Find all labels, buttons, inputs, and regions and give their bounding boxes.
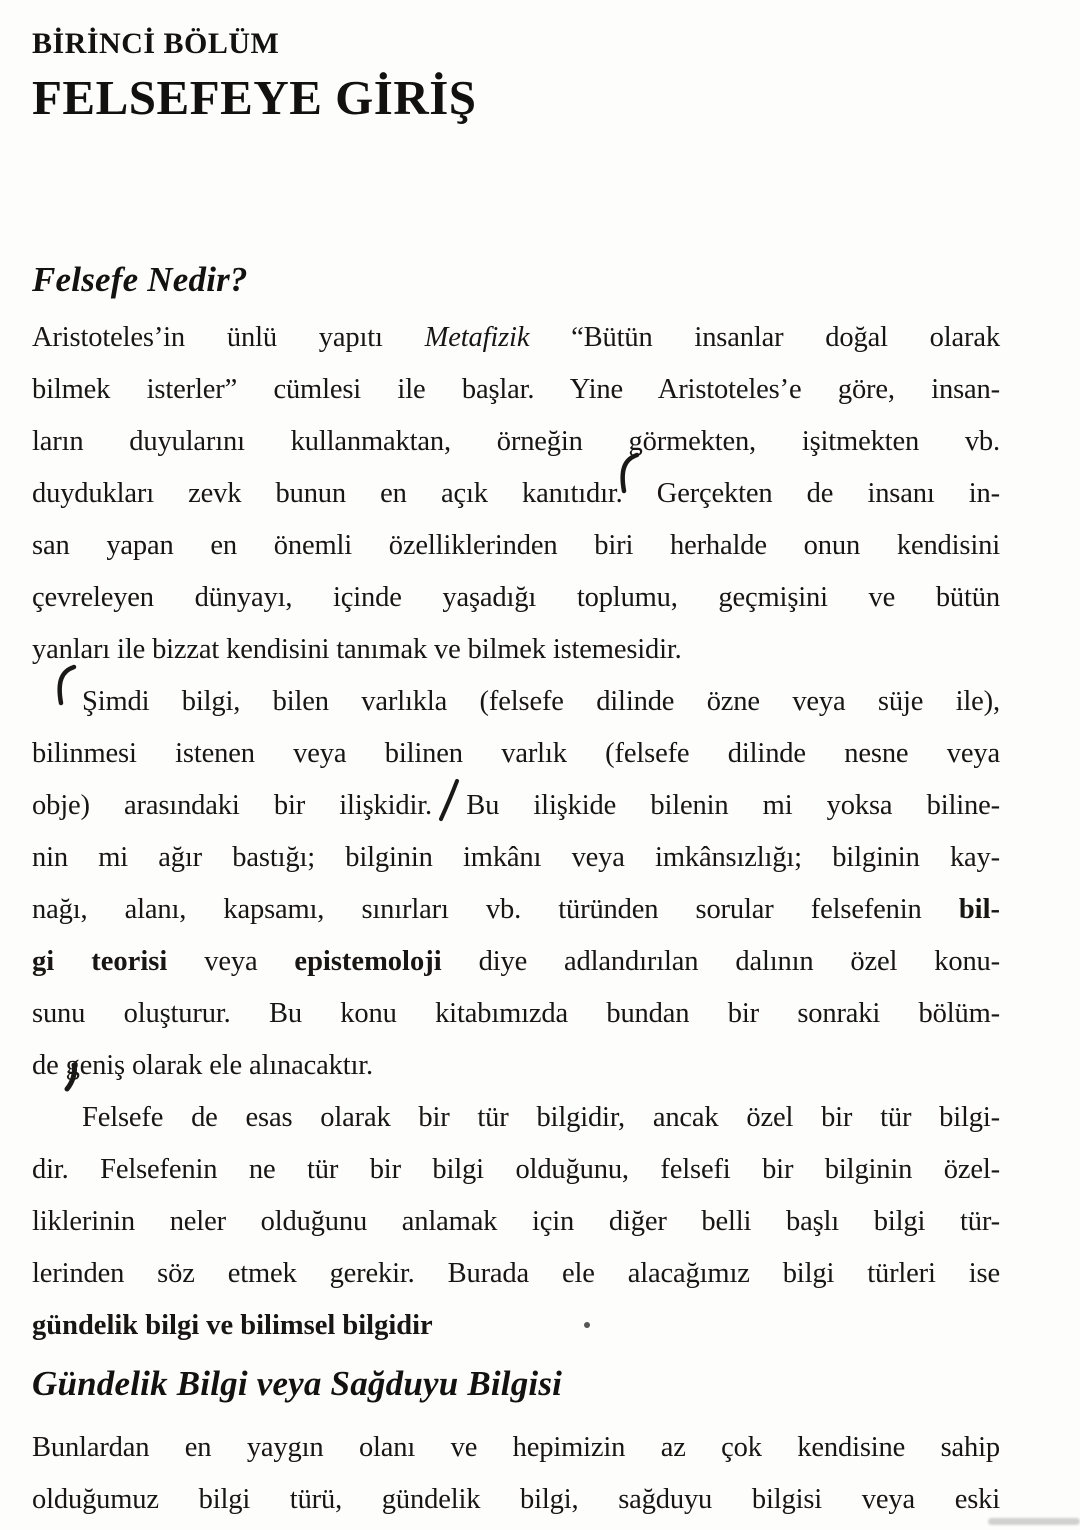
text-segment: duydukları zevk bunun en açık kanıtıdır. Gerçekten de insanı in- (32, 478, 1000, 509)
text-line (32, 312, 1000, 364)
text-segment: çevreleyen dünyayı, içinde yaşadığı toplumu, geçmişini ve bütün (32, 582, 1000, 613)
text-segment: olduğumuz bilgi türü, gündelik bilgi, sağduyu bilgisi veya eski (32, 1484, 1000, 1515)
text-segment: lerinden söz etmek gerekir. Burada ele alacağımız bilgi türleri ise (32, 1258, 1000, 1289)
text-line (32, 364, 1000, 416)
section-heading: Gündelik Bilgi veya Sağduyu Bilgisi (32, 1364, 563, 1403)
text-line (32, 1422, 1000, 1474)
text-line (32, 988, 1000, 1040)
text-segment: Şimdi bilgi, bilen varlıkla (felsefe dilinde özne veya süje ile), (82, 686, 1000, 717)
text-line (32, 468, 1000, 520)
text-line (32, 728, 1000, 780)
bold-text: bil- (958, 894, 1000, 925)
text-segment: yanları ile bizzat kendisini tanımak ve bilmek istemesidir. (32, 634, 682, 665)
text-line (32, 832, 1000, 884)
text-line (32, 884, 1000, 936)
paragraph (32, 1422, 1000, 1526)
paragraph (32, 312, 1000, 676)
text-segment: nağı, alanı, kapsamı, sınırları vb. türünden sorular felsefenin (32, 894, 959, 925)
italic-text: Metafizik (424, 322, 530, 353)
chapter-label: BİRİNCİ BÖLÜM (32, 27, 280, 60)
text-line (32, 1144, 1000, 1196)
text-segment: sunu oluşturur. Bu konu kitabımızda bundan bir sonraki bölüm- (32, 998, 1000, 1029)
text-segment: san yapan en önemli özelliklerinden biri herhalde onun kendisini (32, 530, 1000, 561)
text-segment: liklerinin neler olduğunu anlamak için diğer belli başlı bilgi tür- (32, 1206, 1000, 1237)
section-felsefe-nedir (32, 258, 1000, 1352)
section-body (32, 1422, 1000, 1526)
text-line (32, 1092, 1000, 1144)
text-line (32, 780, 1000, 832)
bold-text: gündelik bilgi ve bilimsel bilgidir (32, 1310, 433, 1341)
chapter-title: FELSEFEYE GİRİŞ (32, 70, 477, 125)
text-segment: diye adlandırılan dalının özel konu- (441, 946, 1000, 977)
text-line (32, 676, 1000, 728)
text-line (32, 1248, 1000, 1300)
text-line (32, 1040, 1000, 1092)
text-line (32, 520, 1000, 572)
text-segment: de geniş olarak ele alınacaktır. (32, 1050, 373, 1081)
text-line (32, 1300, 1000, 1352)
text-segment: obje) arasındaki bir ilişkidir. Bu ilişkide bilenin mi yoksa biline- (32, 790, 1000, 821)
paragraph (32, 1092, 1000, 1352)
text-line (32, 936, 1000, 988)
section-body (32, 312, 1000, 1352)
text-line (32, 624, 1000, 676)
text-line (32, 1474, 1000, 1526)
section-gundelik-bilgi (32, 1362, 1000, 1526)
text-segment: dir. Felsefenin ne tür bir bilgi olduğunu, felsefi bir bilginin özel- (32, 1154, 1000, 1185)
paragraph (32, 676, 1000, 1092)
text-segment: “Bütün insanlar doğal olarak (529, 322, 1000, 353)
scan-smudge-bottom-right (988, 1518, 1080, 1525)
chapter-header (32, 26, 1000, 126)
stray-dot-after-bilgidir (584, 1322, 590, 1328)
text-segment: bilinmesi istenen veya bilinen varlık (felsefe dilinde nesne veya (32, 738, 1000, 769)
text-line (32, 1196, 1000, 1248)
text-line (32, 572, 1000, 624)
text-line (32, 416, 1000, 468)
bold-text: epistemoloji (294, 946, 442, 977)
text-segment: nin mi ağır bastığı; bilginin imkânı veya imkânsızlığı; bilginin kay- (32, 842, 1000, 873)
text-segment: veya (167, 946, 295, 977)
text-segment: bilmek isterler” cümlesi ile başlar. Yine Aristoteles’e göre, insan- (32, 374, 1000, 405)
text-segment: Felsefe de esas olarak bir tür bilgidir, ancak özel bir tür bilgi- (82, 1102, 1000, 1133)
text-segment: Bunlardan en yaygın olanı ve hepimizin az çok kendisine sahip (32, 1432, 1000, 1463)
section-heading: Felsefe Nedir? (32, 260, 248, 299)
text-segment: ların duyularını kullanmaktan, örneğin görmekten, işitmekten vb. (32, 426, 1000, 457)
bold-text: gi teorisi (32, 946, 168, 977)
text-segment: Aristoteles’in ünlü yapıtı (32, 322, 425, 353)
